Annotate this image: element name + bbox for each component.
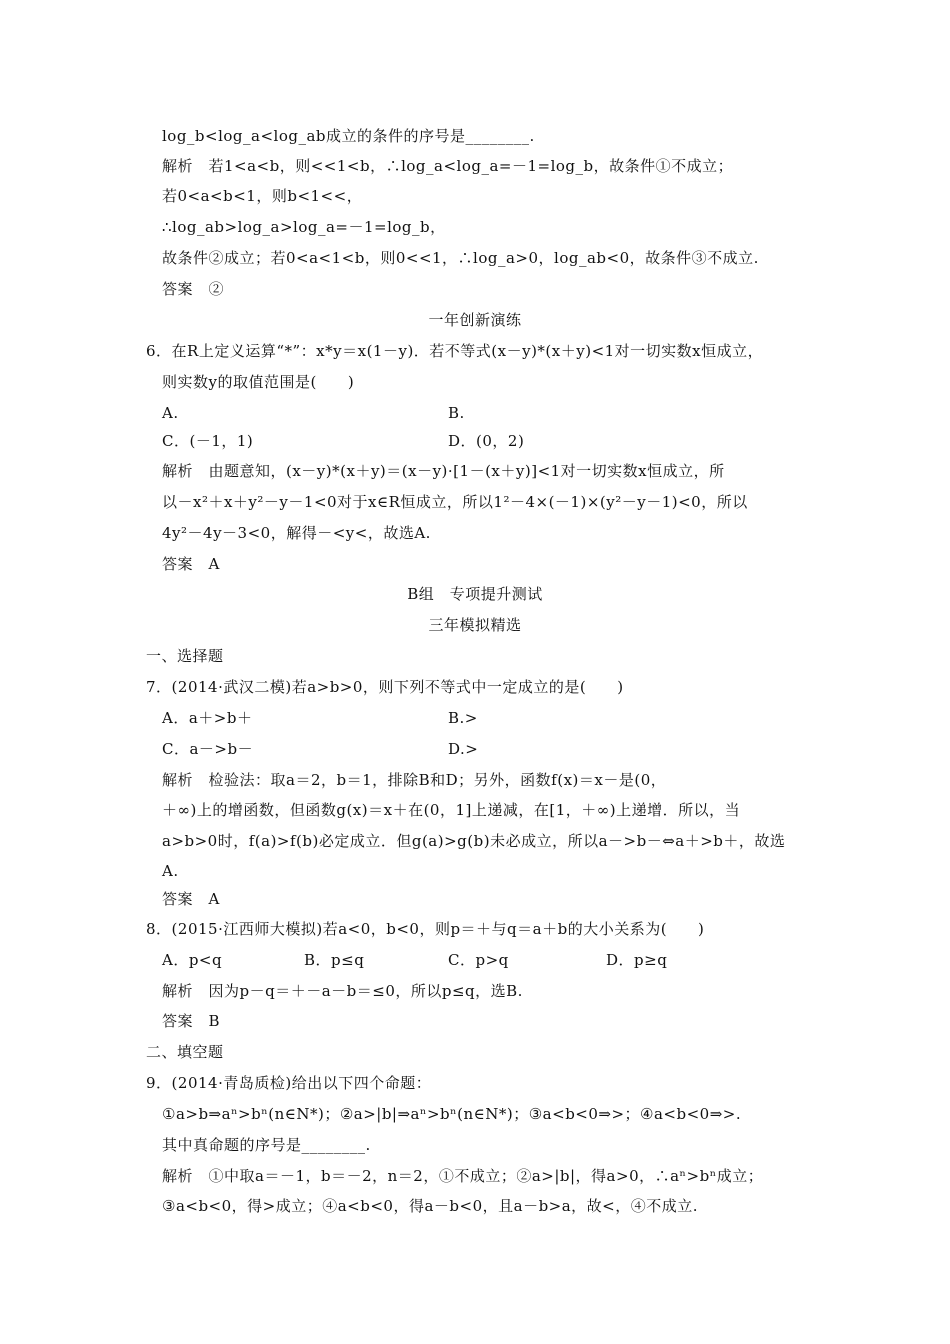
option-c-8: C．p>q bbox=[448, 951, 509, 969]
question-9-prompt: 其中真命题的序号是________. bbox=[162, 1136, 371, 1154]
option-a-7: A．a＋>b＋ bbox=[162, 709, 253, 727]
option-a-6: A. bbox=[162, 404, 179, 422]
question-7: 7．(2014·武汉二模)若a>b>0，则下列不等式中一定成立的是( ) bbox=[146, 678, 624, 696]
question-9: 9．(2014·青岛质检)给出以下四个命题： bbox=[146, 1074, 432, 1092]
text-line-1: log_b<log_a<log_ab成立的条件的序号是________. bbox=[162, 127, 535, 145]
question-8: 8．(2015·江西师大模拟)若a<0，b<0，则p＝＋与q＝a＋b的大小关系为( ) bbox=[146, 920, 705, 938]
option-b-7: B.> bbox=[448, 709, 478, 727]
text-line-4: ∴log_ab>log_a>log_a=－1=log_b， bbox=[162, 218, 446, 236]
option-d-7: D.> bbox=[448, 740, 479, 758]
option-d-6: D．(0，2) bbox=[448, 432, 525, 450]
analysis-7-line-4: A. bbox=[162, 862, 179, 880]
answer-line-1: 答案 ② bbox=[162, 280, 225, 298]
section-heading-3: 三年模拟精选 bbox=[428, 616, 522, 634]
option-d-8: D．p≥q bbox=[606, 951, 668, 969]
analysis-6-line-1: 解析 由题意知，(x－y)*(x＋y)＝(x－y)·[1－(x＋y)]<1对一切实数x恒成立，所 bbox=[162, 462, 725, 480]
analysis-9-line-2: ③a<b<0，得>成立；④a<b<0，得a－b<0，且a－b>a，故<，④不成立. bbox=[162, 1197, 699, 1215]
option-b-8: B．p≤q bbox=[304, 951, 365, 969]
analysis-8: 解析 因为p－q＝＋－a－b＝≤0，所以p≤q，选B. bbox=[162, 982, 523, 1000]
part-heading-2: 二、填空题 bbox=[146, 1043, 224, 1061]
section-heading-1: 一年创新演练 bbox=[428, 311, 522, 329]
text-line-2: 解析 若1<a<b，则<<1<b，∴log_a<log_a=－1=log_b，故条件①不成立； bbox=[162, 157, 734, 175]
option-a-8: A．p<q bbox=[162, 951, 223, 969]
text-line-5: 故条件②成立；若0<a<1<b，则0<<1，∴log_a>0，log_ab<0，故条件③不成立. bbox=[162, 249, 759, 267]
option-c-6: C．(－1，1) bbox=[162, 432, 254, 450]
option-b-6: B. bbox=[448, 404, 465, 422]
part-heading-1: 一、选择题 bbox=[146, 647, 224, 665]
answer-8: 答案 B bbox=[162, 1012, 221, 1030]
question-9-propositions: ①a>b⇒aⁿ>bⁿ(n∈N*)；②a>|b|⇒aⁿ>bⁿ(n∈N*)；③a<b<0⇒>；④a<b<0⇒>. bbox=[162, 1105, 742, 1123]
analysis-7-line-1: 解析 检验法：取a＝2，b＝1，排除B和D；另外，函数f(x)＝x－是(0， bbox=[162, 771, 667, 789]
question-6: 6．在R上定义运算“*”：x*y＝x(1－y)．若不等式(x－y)*(x＋y)<1对一切实数x恒成立， bbox=[146, 342, 764, 360]
section-heading-2: B组 专项提升测试 bbox=[407, 585, 543, 603]
option-c-7: C．a－>b－ bbox=[162, 740, 254, 758]
text-line-3: 若0<a<b<1，则b<1<<， bbox=[162, 187, 363, 205]
analysis-6-line-3: 4y²－4y－3<0，解得－<y<，故选A. bbox=[162, 524, 431, 542]
analysis-6-line-2: 以－x²＋x＋y²－y－1<0对于x∈R恒成立，所以1²－4×(－1)×(y²－y－1)<0，所以 bbox=[162, 493, 748, 511]
answer-6: 答案 A bbox=[162, 555, 220, 573]
answer-7: 答案 A bbox=[162, 890, 220, 908]
question-6-cont: 则实数y的取值范围是( ) bbox=[162, 373, 355, 391]
analysis-7-line-2: ＋∞)上的增函数，但函数g(x)＝x＋在(0，1]上递减，在[1，＋∞)上递增．所以，当 bbox=[162, 801, 741, 819]
analysis-7-line-3: a>b>0时，f(a)>f(b)必定成立．但g(a)>g(b)未必成立，所以a－>b－⇔a＋>b＋，故选 bbox=[162, 832, 786, 850]
analysis-9-line-1: 解析 ①中取a＝－1，b＝－2，n＝2，①不成立；②a>|b|，得a>0，∴aⁿ>bⁿ成立； bbox=[162, 1167, 764, 1185]
